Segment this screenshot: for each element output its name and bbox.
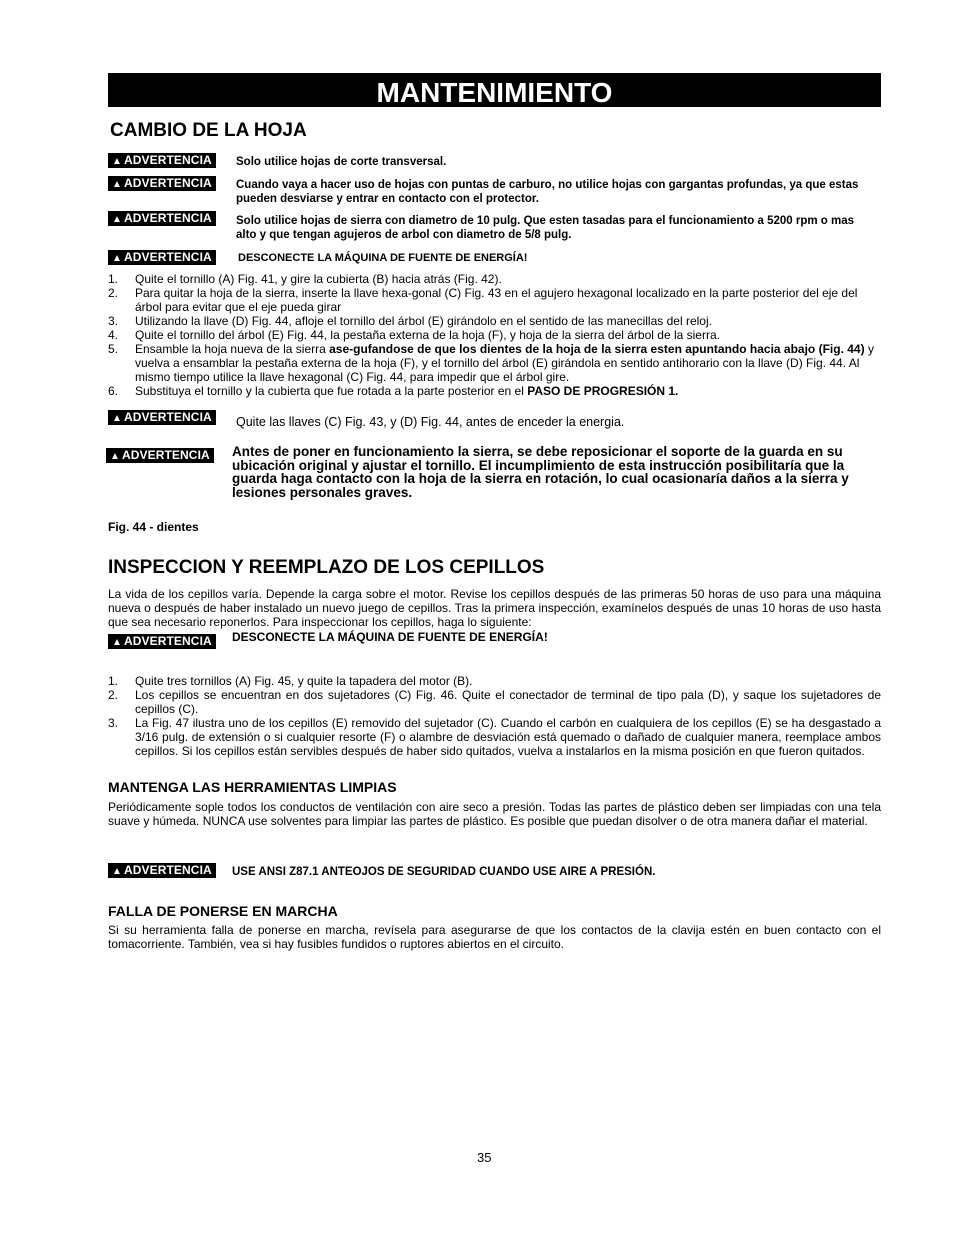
section-title-falla: FALLA DE PONERSE EN MARCHA [108, 903, 338, 919]
warning-text: USE ANSI Z87.1 ANTEOJOS DE SEGURIDAD CUANDO USE AIRE A PRESIÓN. [232, 866, 656, 878]
warning-triangle-icon: ▲ [112, 866, 122, 877]
paragraph-cepillos-intro: La vida de los cepillos varía. Depende la carga sobre el motor. Revise los cepillos después de las primeras 50 horas de uso para una máquina nueva o después de haber instalado un nuevo juego de cepillos. Tras la primera inspección, examínelos después de unas 10 horas de uso hasta que sea necesario reponerlos. Para inspeccionar los cepillos, haga lo siguiente: [108, 587, 881, 629]
section-title-cepillos: INSPECCION Y REEMPLAZO DE LOS CEPILLOS [108, 557, 545, 578]
list-item: 1. Quite el tornillo (A) Fig. 41, y gire la cubierta (B) hacia atrás (Fig. 42). [108, 272, 502, 286]
steps-list-cambio [108, 272, 881, 398]
banner-title: MANTENIMIENTO [376, 77, 613, 108]
paragraph-limpias: Periódicamente sople todos los conductos de ventilación con aire seco a presión. Todas las partes de plástico deben ser limpiadas con una tela suave y húmeda. NUNCA use solventes para limpiar las partes de plástico. Es posible que puedan disolver o de otra manera dañar el material. [108, 800, 881, 828]
list-item: 3. Utilizando la llave (D) Fig. 44, afloje el tornillo del árbol (E) girándolo en el sentido de las manecillas del reloj. [108, 314, 712, 328]
section-title-cambio: CAMBIO DE LA HOJA [110, 120, 307, 141]
list-item: 5. Ensamble la hoja nueva de la sierra ase-gufandose de que los dientes de la hoja de la sierra esten apuntando hacia abajo (Fig. 44) y vuelva a ensamblar la pestaña externa de la hoja (F), y el tornillo del árbol (E) girándola en sentido antihorario con la llave (D) Fig. 44. Al mismo tiempo utilice la llave hexagonal (C) Fig. 44, para impedir que el árbol gire. [108, 342, 874, 384]
warning-triangle-icon: ▲ [112, 637, 122, 648]
list-item: 3. La Fig. 47 ilustra uno de los cepillos (E) removido del sujetador (C). Cuando el carbón en cualquiera de los cepillos (E) se ha desgastado a 3/16 pulg. de extensión o si cualquier resorte (F) o alambre de desviación está quemado o dañado de cualquier manera, reemplace ambos cepillos. Si los cepillos están servibles después de haber sido quitados, vuelva a instalarlos en la misma posición en que fueron quitados. [108, 716, 881, 758]
warning-badge: ▲ ADVERTENCIA [106, 448, 214, 463]
warning-triangle-icon: ▲ [112, 214, 122, 225]
warning-badge: ▲ ADVERTENCIA [108, 211, 216, 226]
page-banner [108, 73, 881, 107]
warning-badge: ▲ ADVERTENCIA [108, 250, 216, 265]
list-item: 2. Los cepillos se encuentran en dos sujetadores (C) Fig. 46. Quite el conectador de terminal de tipo pala (D), y saque los sujetadores de cepillos (C). [108, 688, 881, 716]
warning-triangle-icon: ▲ [112, 253, 122, 264]
warning-badge: ▲ ADVERTENCIA [108, 863, 216, 878]
steps-list-cepillos [108, 674, 881, 758]
warning-text: Antes de poner en funcionamiento la sierra, se debe reposicionar el soporte de la guarda en su ubicación original y ajustar el tornillo. El incumplimiento de esta instrucción posibilitaría que la guarda haga contacto con la hoja de la sierra en rotación, lo cual ocasionaría daños a la sierra y lesiones personales graves. [232, 444, 849, 500]
warning-triangle-icon: ▲ [112, 156, 122, 167]
list-item: 1. Quite tres tornillos (A) Fig. 45, y quite la tapadera del motor (B). [108, 674, 473, 688]
warning-text: DESCONECTE LA MÁQUINA DE FUENTE DE ENERGÍA! [238, 252, 528, 264]
warning-badge: ▲ ADVERTENCIA [108, 634, 216, 649]
list-item: 2. Para quitar la hoja de la sierra, inserte la llave hexa-gonal (C) Fig. 43 en el agujero hexagonal localizado en la parte posterior del eje del árbol para evitar que el eje pueda girar [108, 286, 858, 314]
paragraph-falla: Si su herramienta falla de ponerse en marcha, revísela para asegurarse de que los contactos de la clavija estén en buen contacto con el tomacorriente. También, vea si hay fusibles fundidos o ruptores abiertos en el circuito. [108, 923, 881, 951]
figure-caption: Fig. 44 - dientes [108, 520, 199, 534]
list-item: 4. Quite el tornillo del árbol (E) Fig. 44, la pestaña externa de la hoja (F), y hoja de la sierra del árbol de la sierra. [108, 328, 720, 342]
warning-text: Quite las llaves (C) Fig. 43, y (D) Fig. 44, antes de enceder la energia. [236, 415, 625, 429]
warning-triangle-icon: ▲ [112, 179, 122, 190]
warning-triangle-icon: ▲ [110, 451, 120, 462]
warning-triangle-icon: ▲ [112, 413, 122, 424]
warning-badge: ▲ ADVERTENCIA [108, 410, 216, 425]
warning-text: Cuando vaya a hacer uso de hojas con puntas de carburo, no utilice hojas con gargantas profundas, ya que estas pueden desviarse y entrar en contacto con el protector. [236, 179, 859, 205]
warning-badge: ▲ ADVERTENCIA [108, 176, 216, 191]
page-number: 35 [477, 1150, 492, 1165]
warning-badge: ▲ ADVERTENCIA [108, 153, 216, 168]
section-title-limpias: MANTENGA LAS HERRAMIENTAS LIMPIAS [108, 779, 397, 795]
warning-text: DESCONECTE LA MÁQUINA DE FUENTE DE ENERGÍA! [232, 630, 548, 644]
warning-text: Solo utilice hojas de corte transversal. [236, 156, 447, 168]
warning-text: Solo utilice hojas de sierra con diametro de 10 pulg. Que esten tasadas para el funcionamiento a 5200 rpm o mas alto y que tengan agujeros de arbol con diametro de 5/8 pulg. [236, 215, 855, 241]
list-item: 6. Substituya el tornillo y la cubierta que fue rotada a la parte posterior en el PASO DE PROGRESIÓN 1. [108, 384, 679, 398]
